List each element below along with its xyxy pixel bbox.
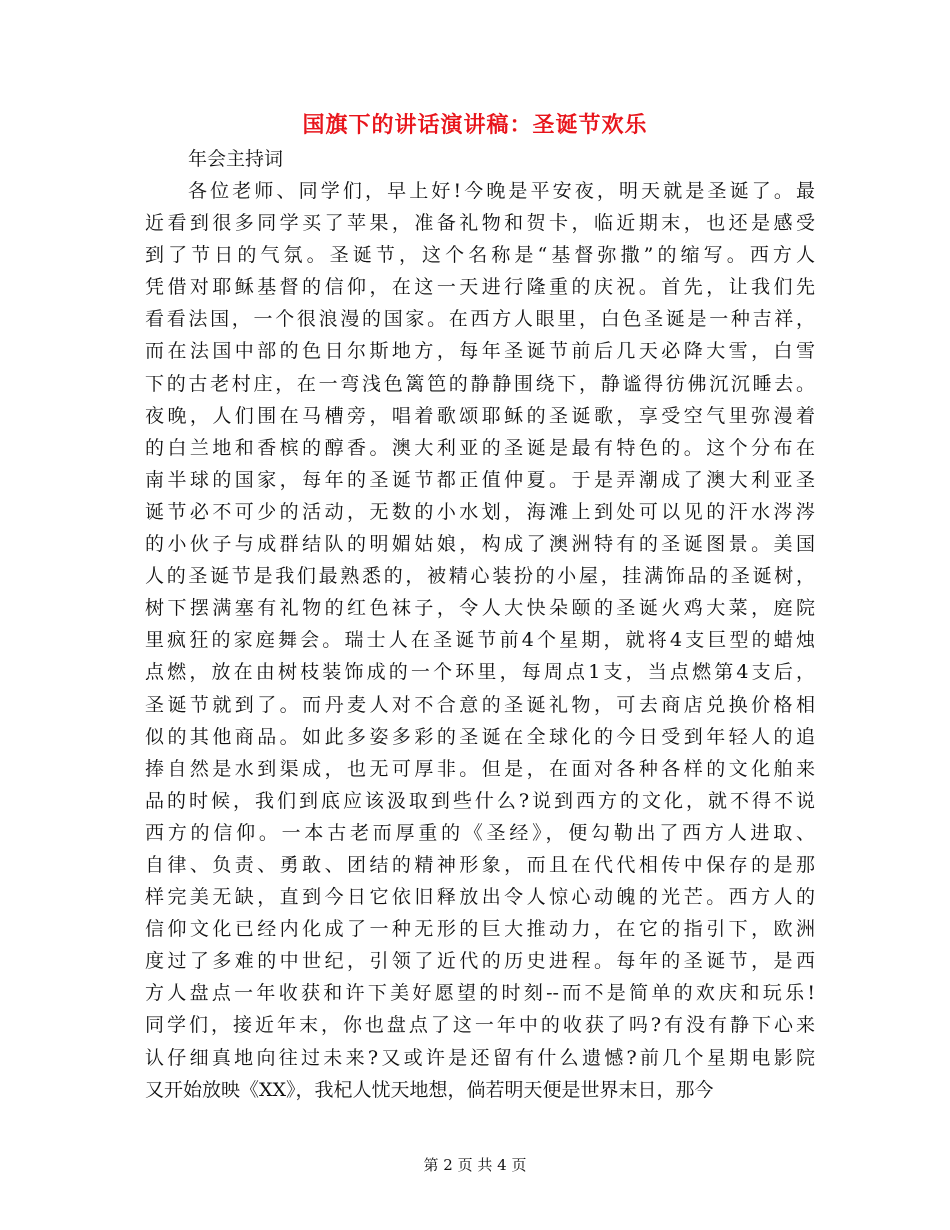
text-line: 树下摆满塞有礼物的红色袜子，令人大快朵颐的圣诞火鸡大菜，庭院 bbox=[145, 597, 815, 620]
body-paragraph bbox=[145, 175, 815, 1106]
text-line: 捧自然是水到渠成，也无可厚非。但是，在面对各种各样的文化舶来 bbox=[145, 757, 815, 780]
text-line: 同学们，接近年末，你也盘点了这一年中的收获了吗?有没有静下心来 bbox=[145, 1014, 815, 1037]
document-title: 国旗下的讲话演讲稿：圣诞节欢乐 bbox=[302, 112, 648, 138]
text-line: 度过了多难的中世纪，引领了近代的历史进程。每年的圣诞节，是西 bbox=[145, 950, 815, 973]
text-line: 样完美无缺，直到今日它依旧释放出令人惊心动魄的光芒。西方人的 bbox=[145, 886, 815, 909]
text-line: 里疯狂的家庭舞会。瑞士人在圣诞节前4个星期，就将4支巨型的蜡烛 bbox=[145, 629, 815, 652]
text-line: 各位老师、同学们，早上好!今晚是平安夜，明天就是圣诞了。最 bbox=[188, 180, 815, 202]
text-line: 西方的信仰。一本古老而厚重的《圣经》，便勾勒出了西方人进取、 bbox=[145, 821, 815, 844]
text-line: 信仰文化已经内化成了一种无形的巨大推动力，在它的指引下，欧洲 bbox=[145, 918, 815, 941]
text-line: 又开始放映《XX》，我杞人忧天地想，倘若明天便是世界末日，那今 bbox=[145, 1078, 714, 1101]
text-line: 下的古老村庄，在一弯浅色篱笆的静静围绕下，静谧得彷佛沉沉睡去。 bbox=[145, 372, 815, 395]
text-line: 而在法国中部的色日尔斯地方，每年圣诞节前后几天必降大雪，白雪 bbox=[145, 340, 815, 363]
document-subtitle: 年会主持词 bbox=[188, 148, 284, 170]
text-line: 自律、负责、勇敢、团结的精神形象，而且在代代相传中保存的是那 bbox=[145, 853, 815, 876]
text-line: 人的圣诞节是我们最熟悉的，被精心装扮的小屋，挂满饰品的圣诞树， bbox=[145, 565, 815, 588]
text-line: 凭借对耶稣基督的信仰，在这一天进行隆重的庆祝。首先，让我们先 bbox=[145, 276, 815, 299]
text-line: 近看到很多同学买了苹果，准备礼物和贺卡，临近期末，也还是感受 bbox=[145, 212, 815, 235]
page-number: 第 2 页 共 4 页 bbox=[423, 1156, 527, 1174]
text-line: 看看法国，一个很浪漫的国家。在西方人眼里，白色圣诞是一种吉祥， bbox=[145, 308, 815, 331]
text-line: 圣诞节就到了。而丹麦人对不合意的圣诞礼物，可去商店兑换价格相 bbox=[145, 693, 815, 716]
text-line: 点燃，放在由树枝装饰成的一个环里，每周点1支，当点燃第4支后， bbox=[145, 661, 815, 684]
text-line: 到了节日的气氛。圣诞节，这个名称是“基督弥撒”的缩写。西方人 bbox=[145, 244, 815, 267]
text-line: 夜晚，人们围在马槽旁，唱着歌颂耶稣的圣诞歌，享受空气里弥漫着 bbox=[145, 404, 815, 427]
text-line: 认仔细真地向往过未来?又或许是还留有什么遗憾?前几个星期电影院 bbox=[145, 1046, 815, 1069]
text-line: 的小伙子与成群结队的明媚姑娘，构成了澳洲特有的圣诞图景。美国 bbox=[145, 533, 815, 556]
text-line: 品的时候，我们到底应该汲取到些什么?说到西方的文化，就不得不说 bbox=[145, 789, 815, 812]
text-line: 似的其他商品。如此多姿多彩的圣诞在全球化的今日受到年轻人的追 bbox=[145, 725, 815, 748]
text-line: 诞节必不可少的活动，无数的小水划，海滩上到处可以见的汗水涔涔 bbox=[145, 500, 815, 523]
text-line: 方人盘点一年收获和许下美好愿望的时刻--而不是简单的欢庆和玩乐! bbox=[145, 982, 815, 1005]
text-line: 南半球的国家，每年的圣诞节都正值仲夏。于是弄潮成了澳大利亚圣 bbox=[145, 468, 815, 491]
text-line: 的白兰地和香槟的醇香。澳大利亚的圣诞是最有特色的。这个分布在 bbox=[145, 436, 815, 459]
